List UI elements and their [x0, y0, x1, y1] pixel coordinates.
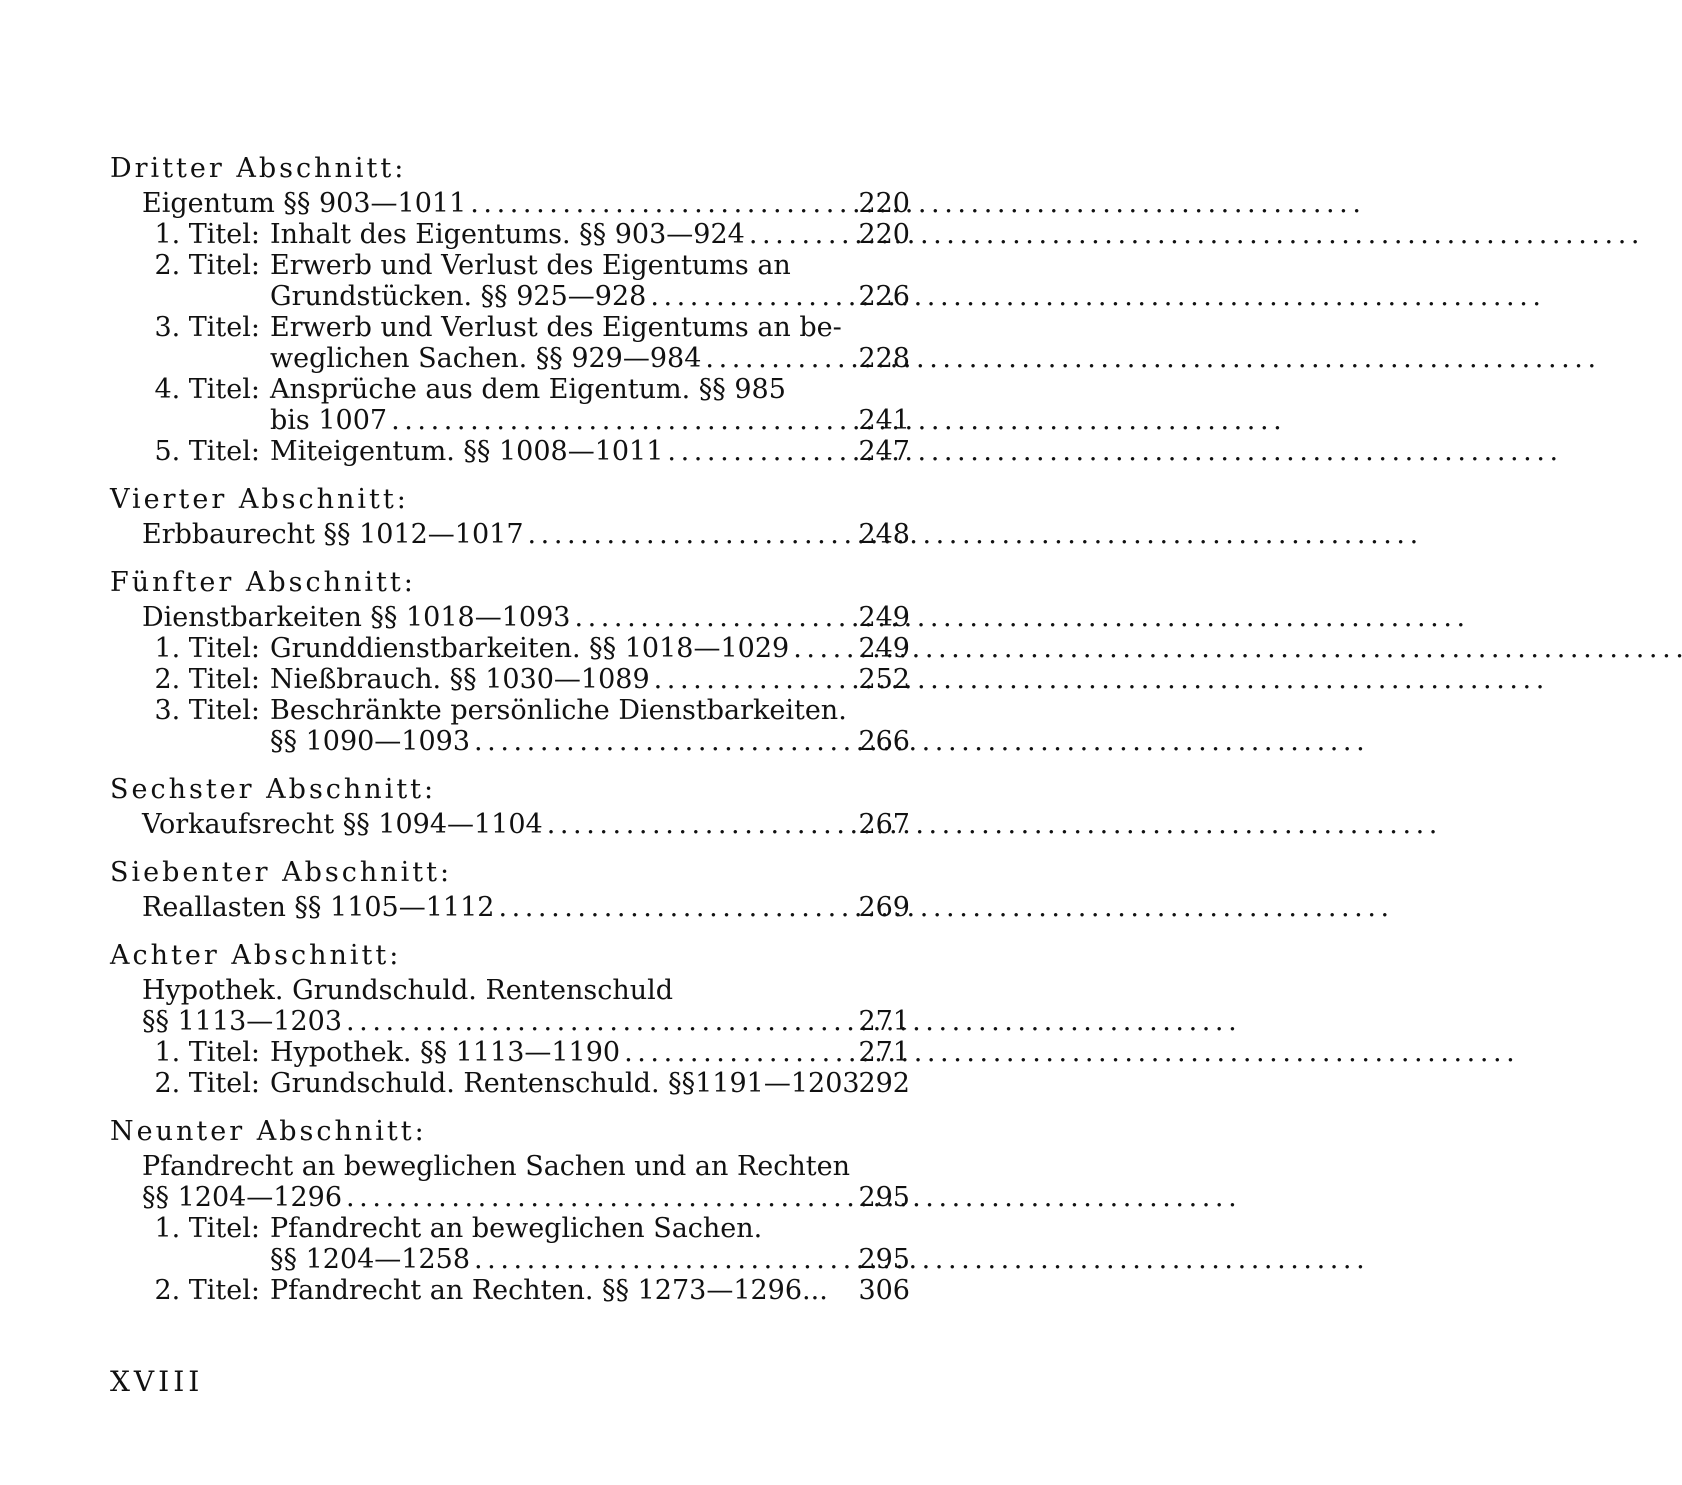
toc-entry-title [110, 1275, 910, 1306]
entry-text: Miteigentum. §§ 1008—1011 [270, 436, 664, 467]
title-prefix: 4. Titel: [154, 374, 260, 405]
section-heading: Siebenter Abschnitt: [110, 857, 453, 888]
entry-text: Pfandrecht an beweglichen Sachen. [270, 1213, 763, 1244]
title-prefix: 2. Titel: [154, 1275, 260, 1306]
entry-text-continuation: §§ 1204—1258 [270, 1244, 471, 1275]
section-heading: Dritter Abschnitt: [110, 153, 407, 184]
page-number: 249 [858, 633, 910, 664]
entry-text-continuation: §§ 1113—1203 [142, 1006, 343, 1037]
page-number: 248 [858, 519, 910, 550]
section-sechster [110, 771, 910, 840]
toc-entry-title [110, 1037, 910, 1068]
page-number: 228 [858, 343, 910, 374]
toc-entry-title [110, 1068, 910, 1099]
entry-text: Erwerb und Verlust des Eigentums an be- [270, 312, 842, 343]
page-number: 220 [858, 219, 910, 250]
toc-entry-main [110, 1151, 910, 1213]
toc-entry-title [110, 219, 910, 250]
section-heading: Sechster Abschnitt: [110, 774, 437, 805]
section-neunter [110, 1113, 910, 1306]
entry-text-continuation: Grundstücken. §§ 925—928 [270, 281, 647, 312]
table-of-contents [110, 150, 910, 1320]
toc-entry-title [110, 436, 910, 467]
page-number: 295 [858, 1182, 910, 1213]
entry-text: Hypothek. §§ 1113—1190 [270, 1037, 621, 1068]
toc-entry-title [110, 312, 910, 374]
title-prefix: 5. Titel: [154, 436, 260, 467]
toc-entry-main [110, 519, 910, 550]
page-number: 220 [858, 188, 910, 219]
toc-entry-title [110, 374, 910, 436]
title-prefix: 2. Titel: [154, 1068, 260, 1099]
entry-text: Ansprüche aus dem Eigentum. §§ 985 [270, 374, 786, 405]
page-number: 241 [858, 405, 910, 436]
section-vierter [110, 481, 910, 550]
title-prefix: 1. Titel: [154, 1037, 260, 1068]
toc-entry-main [110, 809, 910, 840]
toc-entry-main [110, 188, 910, 219]
section-fuenfter [110, 564, 910, 757]
entry-text: Eigentum §§ 903—1011 [142, 188, 467, 219]
entry-text: Grundschuld. Rentenschuld. §§1191—1203 [270, 1068, 860, 1099]
title-prefix: 3. Titel: [154, 695, 260, 726]
toc-entry-title [110, 250, 910, 312]
section-heading: Vierter Abschnitt: [110, 484, 409, 515]
entry-text-continuation: §§ 1204—1296 [142, 1182, 343, 1213]
page-number: 271 [858, 1037, 910, 1068]
entry-text: Dienstbarkeiten §§ 1018—1093 [142, 602, 571, 633]
title-prefix: 1. Titel: [154, 1213, 260, 1244]
entry-text: Erwerb und Verlust des Eigentums an [270, 250, 791, 281]
page-number: 271 [858, 1006, 910, 1037]
entry-text: Hypothek. Grundschuld. Rentenschuld [142, 975, 674, 1006]
entry-text: Nießbrauch. §§ 1030—1089 [270, 664, 650, 695]
entry-text-continuation: weglichen Sachen. §§ 929—984 [270, 343, 702, 374]
title-prefix: 1. Titel: [154, 633, 260, 664]
title-prefix: 1. Titel: [154, 219, 260, 250]
entry-text: Reallasten §§ 1105—1112 [142, 892, 495, 923]
title-prefix: 2. Titel: [154, 664, 260, 695]
toc-entry-title [110, 1213, 910, 1275]
toc-entry-main [110, 975, 910, 1037]
page-number: 226 [858, 281, 910, 312]
page-number: 306 [858, 1275, 910, 1306]
entry-text: Beschränkte persönliche Dienstbarkeiten. [270, 695, 847, 726]
page-number: 252 [858, 664, 910, 695]
toc-entry-title [110, 695, 910, 757]
page-number: 267 [858, 809, 910, 840]
section-achter [110, 937, 910, 1099]
page-number: 292 [858, 1068, 910, 1099]
toc-entry-main [110, 892, 910, 923]
entry-text: Grunddienstbarkeiten. §§ 1018—1029 [270, 633, 790, 664]
entry-text: Erbbaurecht §§ 1012—1017 [142, 519, 524, 550]
entry-text: Inhalt des Eigentums. §§ 903—924 [270, 219, 745, 250]
page-footer-roman-numeral: XVIII [110, 1365, 204, 1398]
entry-text-continuation: §§ 1090—1093 [270, 726, 471, 757]
title-prefix: 3. Titel: [154, 312, 260, 343]
entry-text-continuation: bis 1007 [270, 405, 388, 436]
section-siebenter [110, 854, 910, 923]
toc-entry-title [110, 664, 910, 695]
toc-entry-main [110, 602, 910, 633]
toc-entry-title [110, 633, 910, 664]
section-heading: Neunter Abschnitt: [110, 1116, 427, 1147]
page-number: 269 [858, 892, 910, 923]
title-prefix: 2. Titel: [154, 250, 260, 281]
page-number: 266 [858, 726, 910, 757]
entry-text: Vorkaufsrecht §§ 1094—1104 [142, 809, 543, 840]
entry-text: Pfandrecht an beweglichen Sachen und an Rechten [142, 1151, 850, 1182]
entry-text: Pfandrecht an Rechten. §§ 1273—1296... [270, 1275, 828, 1306]
section-dritter [110, 150, 910, 467]
section-heading: Achter Abschnitt: [110, 940, 402, 971]
page-number: 249 [858, 602, 910, 633]
page-number: 295 [858, 1244, 910, 1275]
section-heading: Fünfter Abschnitt: [110, 567, 416, 598]
page-number: 247 [858, 436, 910, 467]
